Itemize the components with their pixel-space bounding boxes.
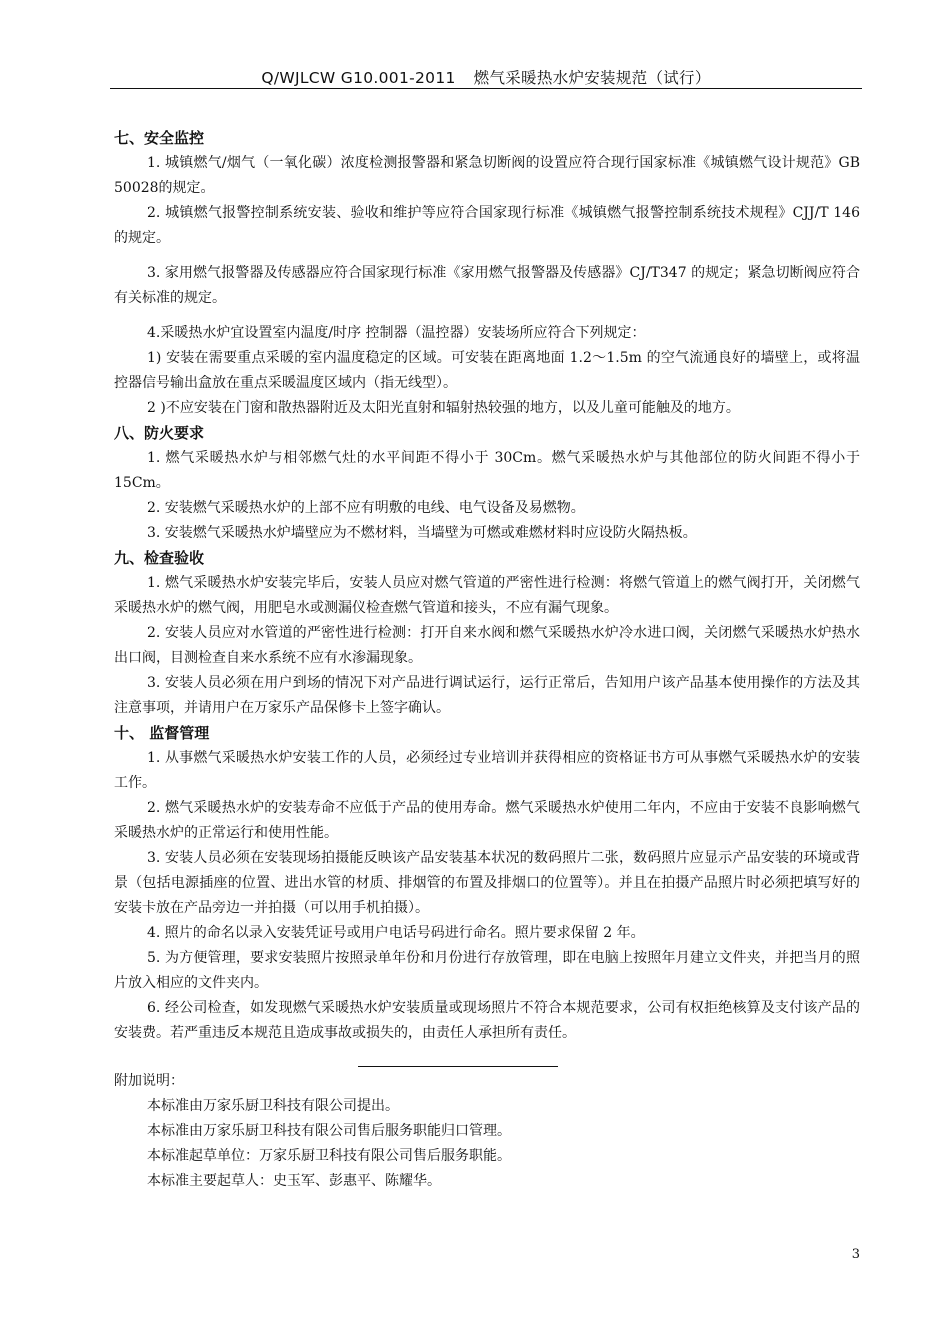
paragraph: 4.采暖热水炉宜设置室内温度/时序 控制器（温控器）安装场所应符合下列规定： [147, 325, 646, 341]
appendix-label: 附加说明： [114, 1073, 184, 1089]
document-title: 燃气采暖热水炉安装规范（试行） [473, 69, 711, 87]
appendix-divider [358, 1066, 558, 1067]
paragraph: 2. 燃气采暖热水炉的安装寿命不应低于产品的使用寿命。燃气采暖热水炉使用二年内，不应由于安装不良影响燃气采暖热水炉的正常运行和使用性能。 [114, 800, 860, 841]
paragraph: 1. 从事燃气采暖热水炉安装工作的人员，必须经过专业培训并获得相应的资格证书方可从事燃气采暖热水炉的安装工作。 [114, 750, 860, 791]
section-heading-inspection: 九、检查验收 [114, 549, 205, 567]
paragraph: 1. 燃气采暖热水炉安装完毕后，安装人员应对燃气管道的严密性进行检测：将燃气管道上的燃气阀打开，关闭燃气采暖热水炉的燃气阀，用肥皂水或测漏仪检查燃气管道和接头，不应有漏气现象。 [114, 575, 860, 616]
paragraph: 1) 安装在需要重点采暖的室内温度稳定的区域。可安装在距离地面 1.2～1.5m 的空气流通良好的墙壁上，或将温控器信号输出盒放在重点采暖温度区域内（指无线型）。 [114, 350, 860, 391]
appendix-item: 本标准由万家乐厨卫科技有限公司售后服务职能归口管理。 [147, 1123, 511, 1139]
paragraph: 3. 安装人员必须在用户到场的情况下对产品进行调试运行，运行正常后，告知用户该产品基本使用操作的方法及其注意事项，并请用户在万家乐产品保修卡上签字确认。 [114, 675, 860, 716]
paragraph: 3. 安装燃气采暖热水炉墙壁应为不燃材料，当墙壁为可燃或难燃材料时应设防火隔热板。 [147, 525, 697, 541]
paragraph: 2. 城镇燃气报警控制系统安装、验收和维护等应符合国家现行标准《城镇燃气报警控制系统技术规程》CJJ/T 146的规定。 [114, 205, 860, 246]
paragraph: 2 )不应安装在门窗和散热器附近及太阳光直射和辐射热较强的地方，以及儿童可能触及的地方。 [147, 400, 740, 416]
page-number: 3 [851, 1247, 860, 1262]
section-heading-supervision: 十、 监督管理 [114, 724, 210, 742]
spacer [114, 311, 860, 321]
document-body [114, 126, 860, 1194]
header-rule [110, 88, 862, 89]
paragraph: 5. 为方便管理，要求安装照片按照录单年份和月份进行存放管理，即在电脑上按照年月建立文件夹，并把当月的照片放入相应的文件夹内。 [114, 950, 860, 991]
paragraph: 6. 经公司检查，如发现燃气采暖热水炉安装质量或现场照片不符合本规范要求，公司有权拒绝核算及支付该产品的安装费。若严重违反本规范且造成事故或损失的，由责任人承担所有责任。 [114, 1000, 860, 1041]
paragraph: 3. 家用燃气报警器及传感器应符合国家现行标准《家用燃气报警器及传感器》CJ/T347 的规定；紧急切断阀应符合有关标准的规定。 [114, 265, 860, 306]
paragraph: 2. 安装燃气采暖热水炉的上部不应有明敷的电线、电气设备及易燃物。 [147, 500, 585, 516]
section-heading-safety: 七、安全监控 [114, 129, 205, 147]
paragraph: 1. 燃气采暖热水炉与相邻燃气灶的水平间距不得小于 30Cm。燃气采暖热水炉与其他部位的防火间距不得小于 15Cm。 [114, 450, 860, 491]
appendix-item: 本标准起草单位：万家乐厨卫科技有限公司售后服务职能。 [147, 1148, 511, 1164]
paragraph: 2. 安装人员应对水管道的严密性进行检测：打开自来水阀和燃气采暖热水炉冷水进口阀，关闭燃气采暖热水炉热水出口阀，目测检查自来水系统不应有水渗漏现象。 [114, 625, 860, 666]
standard-code: Q/WJLCW G10.001-2011 [261, 69, 456, 87]
paragraph: 4. 照片的命名以录入安装凭证号或用户电话号码进行命名。照片要求保留 2 年。 [147, 925, 645, 941]
spacer [114, 251, 860, 261]
section-heading-fire: 八、防火要求 [114, 424, 205, 442]
paragraph: 1. 城镇燃气/烟气（一氧化碳）浓度检测报警器和紧急切断阀的设置应符合现行国家标准《城镇燃气设计规范》GB 50028的规定。 [114, 155, 860, 196]
paragraph: 3. 安装人员必须在安装现场拍摄能反映该产品安装基本状况的数码照片二张，数码照片应显示产品安装的环境或背景（包括电源插座的位置、进出水管的材质、排烟管的布置及排烟口的位置等）。并且在拍摄产品照片时必须把填写好的安装卡放在产品旁边一并拍摄（可以用手机拍摄）。 [114, 850, 860, 916]
appendix-item: 本标准主要起草人：史玉军、彭惠平、陈耀华。 [147, 1173, 441, 1189]
appendix-item: 本标准由万家乐厨卫科技有限公司提出。 [147, 1098, 399, 1114]
page-header [110, 66, 862, 88]
